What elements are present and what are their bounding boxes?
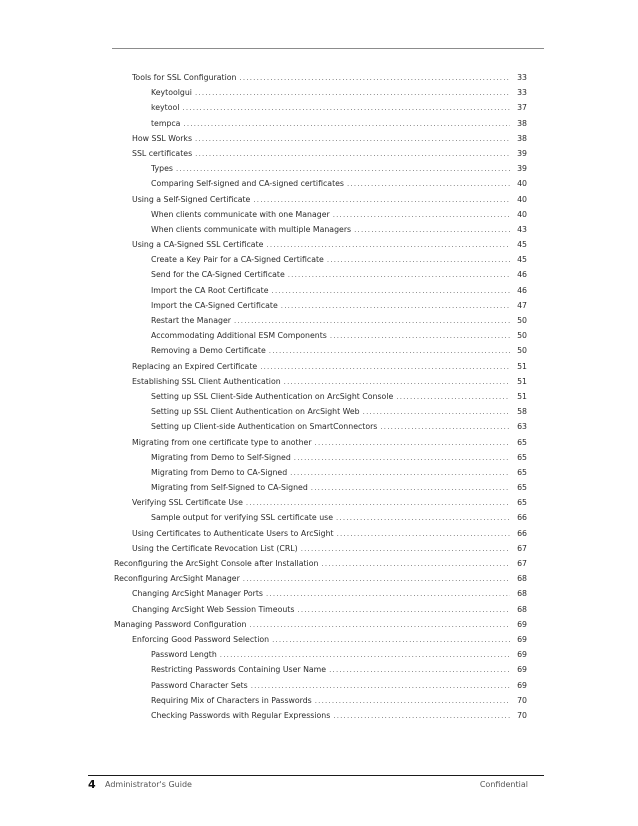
toc-entry[interactable] <box>0 435 638 450</box>
toc-entry[interactable] <box>0 237 638 252</box>
toc-entry-page-number[interactable]: 68 <box>517 574 527 584</box>
toc-entry[interactable] <box>0 450 638 465</box>
toc-entry-title[interactable]: Using the Certificate Revocation List (CRL) <box>132 543 298 553</box>
toc-entry-page-number[interactable]: 47 <box>517 300 527 310</box>
toc-entry[interactable] <box>0 693 638 708</box>
toc-entry-page-number[interactable]: 66 <box>517 513 527 523</box>
toc-entry-page-number[interactable]: 39 <box>517 148 527 158</box>
toc-entry[interactable] <box>0 207 638 222</box>
toc-entry-page-number[interactable]: 65 <box>517 483 527 493</box>
footer-divider <box>88 775 544 776</box>
toc-entry-title[interactable]: Send for the CA-Signed Certificate <box>151 270 285 280</box>
toc-entry[interactable] <box>0 252 638 267</box>
toc-entry-title[interactable]: Requiring Mix of Characters in Passwords <box>151 695 312 705</box>
toc-entry-page-number[interactable]: 38 <box>517 118 527 128</box>
toc-entry-title[interactable]: Import the CA Root Certificate <box>151 285 269 295</box>
toc-entry-page-number[interactable]: 43 <box>517 224 527 234</box>
toc-dot-leader <box>266 587 510 602</box>
toc-dot-leader <box>239 71 510 86</box>
toc-dot-leader <box>195 147 510 162</box>
toc-entry-page-number[interactable]: 58 <box>517 407 527 417</box>
toc-dot-leader <box>288 268 510 283</box>
toc-entry-title[interactable]: Changing ArcSight Web Session Timeouts <box>132 604 295 614</box>
toc-entry-page-number[interactable]: 69 <box>517 634 527 644</box>
toc-entry-page-number[interactable]: 51 <box>517 391 527 401</box>
toc-dot-leader <box>246 496 510 511</box>
toc-entry[interactable] <box>0 283 638 298</box>
toc-entry-page-number[interactable]: 67 <box>517 559 527 568</box>
toc-entry-title[interactable]: Sample output for verifying SSL certificate use <box>151 513 333 523</box>
toc-entry-page-number[interactable]: 68 <box>517 604 527 614</box>
toc-entry[interactable] <box>0 328 638 343</box>
toc-entry-title[interactable]: When clients communicate with multiple Managers <box>151 224 352 234</box>
toc-entry-title[interactable]: Migrating from Demo to Self-Signed <box>151 452 291 462</box>
toc-entry-title[interactable]: Setting up Client-side Authentication on SmartConnectors <box>151 422 378 432</box>
toc-entry-title[interactable]: Enforcing Good Password Selection <box>132 634 270 644</box>
toc-entry[interactable] <box>0 70 638 85</box>
toc-entry-page-number[interactable]: 45 <box>517 255 527 265</box>
toc-dot-leader <box>333 208 510 223</box>
toc-dot-leader <box>290 466 510 481</box>
toc-entry[interactable] <box>0 662 638 677</box>
toc-dot-leader <box>330 329 510 344</box>
toc-entry[interactable] <box>0 313 638 328</box>
toc-dot-leader <box>234 314 510 329</box>
toc-entry-title[interactable]: Create a Key Pair for a CA-Signed Certificate <box>151 255 324 265</box>
toc-dot-leader <box>329 663 510 678</box>
toc-dot-leader <box>253 193 510 208</box>
toc-dot-leader <box>297 603 510 618</box>
toc-entry-title[interactable]: Accommodating Additional ESM Components <box>151 331 327 341</box>
toc-dot-leader <box>354 223 510 238</box>
toc-entry-title[interactable]: Using a Self-Signed Certificate <box>132 194 251 204</box>
toc-entry[interactable] <box>0 708 638 723</box>
toc-entry-page-number[interactable]: 69 <box>517 680 527 690</box>
toc-dot-leader <box>294 451 510 466</box>
toc-entry-title[interactable]: Setting up SSL Client-Side Authentication on ArcSight Console <box>151 391 394 401</box>
toc-entry-title[interactable]: Changing ArcSight Manager Ports <box>132 589 263 599</box>
toc-entry-page-number[interactable]: 33 <box>517 73 527 82</box>
toc-entry-title[interactable]: Password Character Sets <box>151 680 248 690</box>
toc-entry-page-number[interactable]: 69 <box>517 619 527 629</box>
toc-entry-title[interactable]: Comparing Self-signed and CA-signed certificates <box>151 179 344 189</box>
toc-dot-leader <box>195 132 510 147</box>
toc-entry-title[interactable]: Migrating from Demo to CA-Signed <box>151 467 288 477</box>
toc-entry[interactable] <box>0 116 638 131</box>
toc-entry-title[interactable]: Tools for SSL Configuration <box>132 73 237 82</box>
toc-entry-title[interactable]: keytool <box>151 103 180 113</box>
toc-dot-leader <box>327 253 510 268</box>
toc-entry[interactable] <box>0 192 638 207</box>
toc-entry-title[interactable]: Keytoolgui <box>151 88 192 98</box>
toc-dot-leader <box>272 284 510 299</box>
toc-entry-title[interactable]: Setting up SSL Client Authentication on ArcSight Web <box>151 407 360 417</box>
toc-entry-title[interactable]: Password Length <box>151 650 217 660</box>
toc-entry-page-number[interactable]: 46 <box>517 285 527 295</box>
toc-entry-page-number[interactable]: 50 <box>517 331 527 341</box>
toc-entry-title[interactable]: Using a CA-Signed SSL Certificate <box>132 240 264 250</box>
toc-dot-leader <box>182 101 510 116</box>
toc-dot-leader <box>266 238 510 253</box>
toc-dot-leader <box>220 648 510 663</box>
toc-dot-leader <box>281 299 510 314</box>
toc-dot-leader <box>347 177 510 192</box>
toc-dot-leader <box>315 694 510 709</box>
toc-dot-leader <box>315 436 510 451</box>
toc-entry-page-number[interactable]: 68 <box>517 589 527 599</box>
toc-entry-page-number[interactable]: 65 <box>517 467 527 477</box>
toc-entry[interactable] <box>0 617 638 632</box>
toc-entry-title[interactable]: Migrating from one certificate type to another <box>132 437 312 447</box>
toc-entry-title[interactable]: SSL certificates <box>132 148 193 158</box>
toc-entry[interactable] <box>0 343 638 358</box>
toc-dot-leader <box>311 481 510 496</box>
toc-entry[interactable] <box>0 465 638 480</box>
footer-guide-title: Administrator's Guide <box>105 780 192 789</box>
toc-dot-leader <box>260 360 510 375</box>
toc-entry-page-number[interactable]: 50 <box>517 346 527 356</box>
toc-dot-leader <box>183 117 510 132</box>
toc-entry-title[interactable]: Reconfiguring the ArcSight Console after Installation <box>114 559 319 568</box>
toc-entry-page-number[interactable]: 37 <box>517 103 527 113</box>
toc-dot-leader <box>336 511 510 526</box>
toc-dot-leader <box>249 618 510 633</box>
toc-dot-leader <box>243 572 510 587</box>
toc-entry-page-number[interactable]: 65 <box>517 437 527 447</box>
toc-entry-page-number[interactable]: 51 <box>517 361 527 371</box>
toc-entry-title[interactable]: Checking Passwords with Regular Expressions <box>151 710 331 720</box>
toc-entry[interactable] <box>0 602 638 617</box>
toc-dot-leader <box>284 375 510 390</box>
toc-entry-page-number[interactable]: 40 <box>517 194 527 204</box>
toc-entry-page-number[interactable]: 69 <box>517 665 527 675</box>
toc-entry[interactable] <box>0 419 638 434</box>
toc-entry-title[interactable]: Using Certificates to Authenticate Users to ArcSight <box>132 528 334 538</box>
toc-entry-title[interactable]: Restart the Manager <box>151 316 231 325</box>
toc-entry[interactable] <box>0 480 638 495</box>
toc-entry[interactable] <box>0 404 638 419</box>
toc-entry[interactable] <box>0 510 638 525</box>
toc-entry-title[interactable]: How SSL Works <box>132 133 193 143</box>
footer-confidential-label: Confidential <box>479 780 528 789</box>
toc-entry-title[interactable]: Removing a Demo Certificate <box>151 346 266 356</box>
toc-entry[interactable] <box>0 176 638 191</box>
toc-entry-page-number[interactable]: 40 <box>517 179 527 189</box>
toc-entry[interactable] <box>0 161 638 176</box>
toc-entry[interactable] <box>0 146 638 161</box>
toc-dot-leader <box>195 86 510 101</box>
toc-entry[interactable] <box>0 556 638 571</box>
toc-entry-page-number[interactable]: 45 <box>517 240 527 250</box>
toc-entry-page-number[interactable]: 70 <box>517 695 527 705</box>
toc-entry-page-number[interactable]: 65 <box>517 498 527 508</box>
toc-entry[interactable] <box>0 374 638 389</box>
toc-entry[interactable] <box>0 541 638 556</box>
toc-dot-leader <box>321 557 510 572</box>
toc-entry-page-number[interactable]: 63 <box>517 422 527 432</box>
toc-entry-page-number[interactable]: 33 <box>517 88 527 98</box>
toc-entry-title[interactable]: Import the CA-Signed Certificate <box>151 300 278 310</box>
toc-dot-leader <box>333 709 510 724</box>
toc-entry-title[interactable]: Restricting Passwords Containing User Name <box>151 665 327 675</box>
toc-dot-leader <box>301 542 510 557</box>
table-of-contents <box>0 70 638 723</box>
toc-entry-page-number[interactable]: 65 <box>517 452 527 462</box>
toc-entry[interactable] <box>0 526 638 541</box>
toc-entry[interactable] <box>0 267 638 282</box>
toc-dot-leader <box>251 679 510 694</box>
toc-entry[interactable] <box>0 571 638 586</box>
toc-entry-title[interactable]: Types <box>151 164 173 174</box>
toc-entry-page-number[interactable]: 67 <box>517 543 527 553</box>
toc-dot-leader <box>269 344 510 359</box>
toc-entry-title[interactable]: When clients communicate with one Manager <box>151 209 330 219</box>
toc-entry[interactable] <box>0 678 638 693</box>
toc-entry-page-number[interactable]: 38 <box>517 133 527 143</box>
toc-entry-page-number[interactable]: 70 <box>517 710 527 720</box>
toc-dot-leader <box>396 390 510 405</box>
toc-entry-title[interactable]: Reconfiguring ArcSight Manager <box>114 574 240 584</box>
toc-entry-page-number[interactable]: 69 <box>517 650 527 660</box>
toc-entry-title[interactable]: Verifying SSL Certificate Use <box>132 498 243 508</box>
toc-dot-leader <box>337 527 510 542</box>
toc-entry-page-number[interactable]: 46 <box>517 270 527 280</box>
toc-entry[interactable] <box>0 131 638 146</box>
toc-dot-leader <box>176 162 510 177</box>
toc-entry-title[interactable]: Managing Password Configuration <box>114 619 247 629</box>
toc-entry[interactable] <box>0 632 638 647</box>
top-divider <box>112 48 544 49</box>
toc-entry-title[interactable]: Establishing SSL Client Authentication <box>132 376 281 386</box>
toc-entry[interactable] <box>0 85 638 100</box>
toc-entry-title[interactable]: Migrating from Self-Signed to CA-Signed <box>151 483 308 493</box>
toc-entry[interactable] <box>0 359 638 374</box>
toc-dot-leader <box>363 405 510 420</box>
toc-dot-leader <box>272 633 510 648</box>
toc-entry-page-number[interactable]: 66 <box>517 528 527 538</box>
toc-entry[interactable] <box>0 647 638 662</box>
toc-entry[interactable] <box>0 100 638 115</box>
toc-entry[interactable] <box>0 222 638 237</box>
footer-page-number: 4 <box>88 778 96 791</box>
toc-entry-page-number[interactable]: 39 <box>517 164 527 174</box>
toc-entry-title[interactable]: Replacing an Expired Certificate <box>132 361 258 371</box>
toc-entry[interactable] <box>0 298 638 313</box>
toc-entry[interactable] <box>0 586 638 601</box>
toc-entry[interactable] <box>0 389 638 404</box>
toc-entry-title[interactable]: tempca <box>151 118 181 128</box>
toc-entry[interactable] <box>0 495 638 510</box>
toc-dot-leader <box>380 420 510 435</box>
toc-entry-page-number[interactable]: 50 <box>517 316 527 325</box>
toc-entry-page-number[interactable]: 40 <box>517 209 527 219</box>
toc-entry-page-number[interactable]: 51 <box>517 376 527 386</box>
